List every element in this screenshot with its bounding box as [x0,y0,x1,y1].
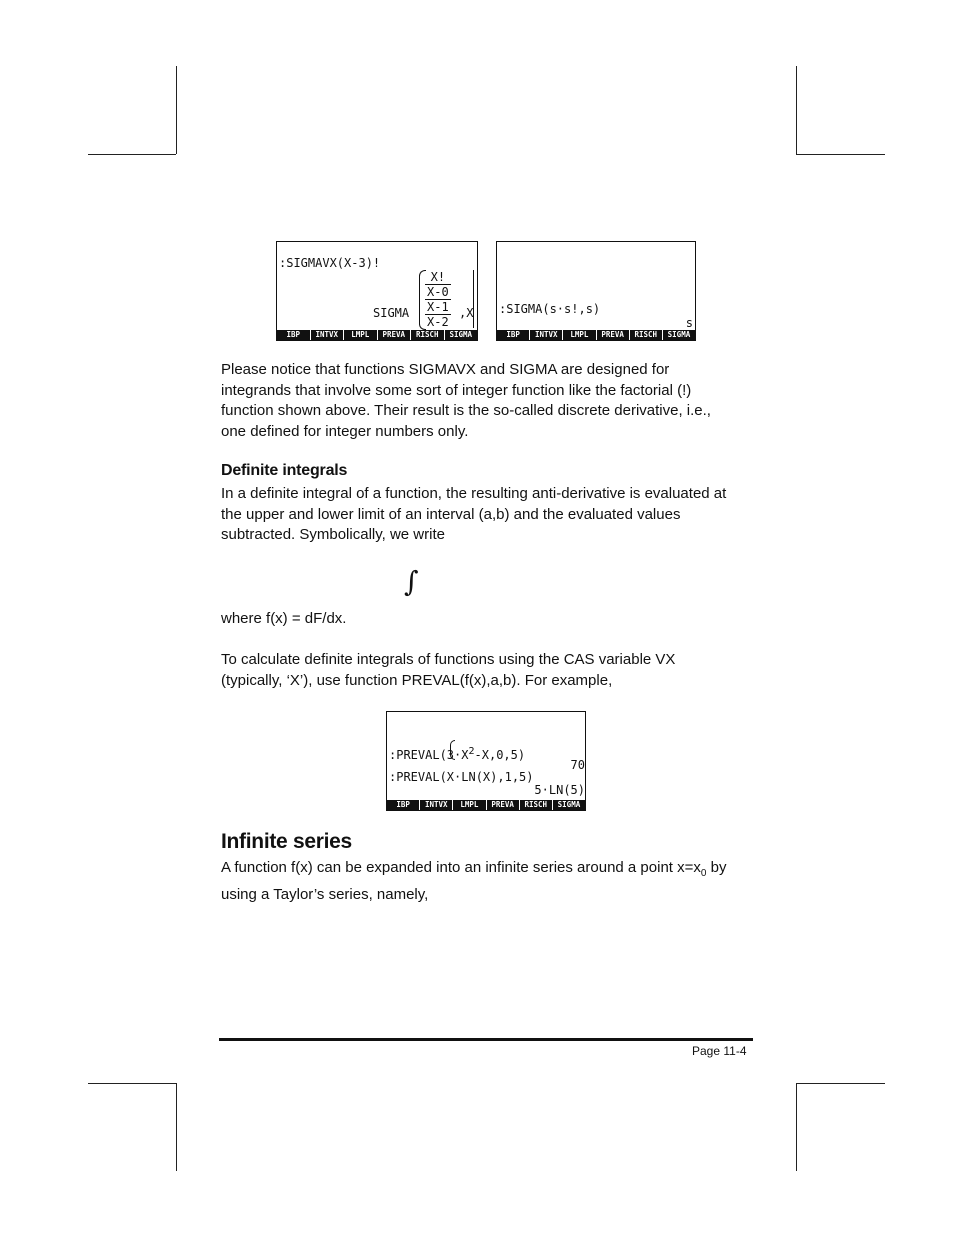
integral-symbol: ∫ [404,565,419,598]
heading-definite-integrals: Definite integrals [221,462,348,479]
softkey-lmpl: LMPL [344,330,377,340]
crop-mark [796,154,885,155]
softkey-ibp: IBP [277,330,310,340]
softkey-intvx: INTVX [311,330,344,340]
text-fragment: :PREVAL(3·X [389,748,469,762]
text-line: subtracted. Symbolically, we write [221,526,445,543]
softkey-lmpl: LMPL [453,800,485,810]
softkey-ibp: IBP [497,330,529,340]
screen-result-var: ,X [459,306,474,320]
crop-mark [176,66,177,154]
softkey-risch: RISCH [520,800,552,810]
softkey-intvx: INTVX [420,800,452,810]
heading-infinite-series: Infinite series [221,830,352,853]
text-fragment: A function f(x) can be expanded into an infinite series around a point x=x [221,859,701,876]
crop-mark [88,1083,176,1084]
text-line: one defined for integer numbers only. [221,422,469,440]
softkey-menu [497,330,695,340]
paragraph-preval [221,650,761,691]
scroll-indicator [473,270,474,328]
crop-mark [88,154,176,155]
crop-mark [796,1083,797,1171]
softkey-preva: PREVA [487,800,519,810]
softkey-sigma: SIGMA [553,800,585,810]
vector-entry: X-2 [427,315,449,329]
paragraph-taylor [221,858,761,905]
vector-stack [425,270,451,329]
text-line: integrands that involve some sort of integer function like the factorial (!) [221,381,692,399]
crop-mark [176,1083,177,1171]
text-line: using a Taylor’s series, namely, [221,885,429,903]
text-line: (typically, ‘X’), use function PREVAL(f(x),a,b). For example, [221,671,613,689]
text-line: function shown above. Their result is the so-called discrete derivative, i.e., [221,402,711,419]
crop-mark [796,1083,885,1084]
text-line: the upper and lower limit of an interval (a,b) and the evaluated values [221,505,681,523]
screen-result-sigma: SIGMA [373,306,410,320]
text-line: Please notice that functions SIGMAVX and SIGMA are designed for [221,361,670,378]
screen-result-line: 70 [570,758,585,772]
calculator-screen-preval [386,711,586,811]
softkey-sigma: SIGMA [663,330,695,340]
exponent: 2 [468,746,475,757]
vector-entry: X! [430,270,446,284]
text-line: where f(x) = dF/dx. [221,610,347,627]
softkey-intvx: INTVX [530,330,562,340]
vector-entry: X-0 [427,285,449,299]
softkey-preva: PREVA [378,330,411,340]
text-line: In a definite integral of a function, the resulting anti-derivative is evaluated at [221,485,727,502]
screen-input-line: :SIGMA(s·s!,s) [499,302,601,316]
paragraph-sigma-note [221,360,761,442]
text-line [221,858,761,885]
text-line: To calculate definite integrals of functions using the CAS variable VX [221,651,676,668]
calculator-screen-sigmavx [276,241,478,341]
softkey-risch: RISCH [630,330,662,340]
screen-input-line: :PREVAL(X·LN(X),1,5) [389,770,534,784]
softkey-lmpl: LMPL [563,330,595,340]
crop-mark [796,66,797,154]
softkey-menu [387,800,585,810]
screen-result-line: s [685,316,693,330]
screen-input-line [389,746,525,762]
softkey-menu [277,330,477,340]
vector-entry: X-1 [427,300,449,314]
text-fragment: -X,0,5) [474,748,526,762]
screen-input-line: :SIGMAVX(X-3)! [279,256,381,270]
softkey-sigma: SIGMA [445,330,478,340]
calculator-screen-sigma [496,241,696,341]
paragraph-where [221,609,761,630]
softkey-ibp: IBP [387,800,419,810]
text-fragment: by [706,859,727,876]
paragraph-definite-integral [221,484,761,546]
screen-result-line: 5·LN(5) [534,783,585,797]
subscript: 0 [700,868,707,879]
page-number: Page 11-4 [692,1044,747,1058]
footer-rule [219,1038,753,1041]
softkey-preva: PREVA [597,330,629,340]
softkey-risch: RISCH [411,330,444,340]
